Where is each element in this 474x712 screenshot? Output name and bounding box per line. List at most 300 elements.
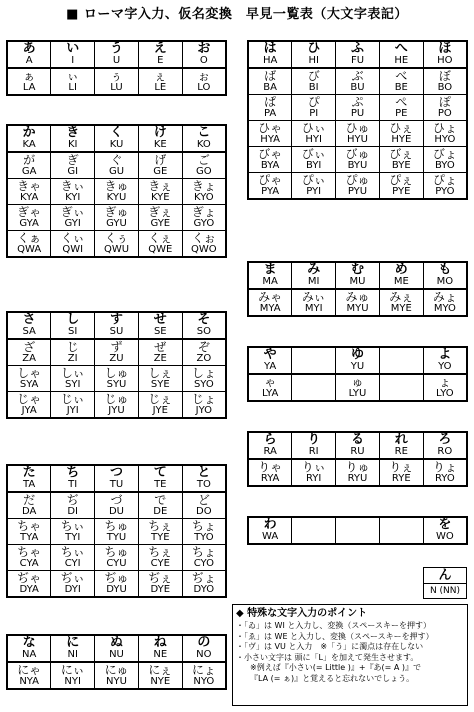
kana-cell: ぜ xyxy=(138,339,182,353)
kana-cell: ぁ xyxy=(7,68,51,82)
kana-cell: ぃ xyxy=(51,68,95,82)
kana-row xyxy=(248,147,467,161)
kana-row xyxy=(248,289,467,303)
kana-cell: お xyxy=(182,41,226,55)
kana-cell: ぢょ xyxy=(182,571,226,585)
romaji-row xyxy=(248,388,467,401)
kana-cell: び xyxy=(292,68,336,82)
romaji-cell: SYO xyxy=(182,379,226,392)
kana-cell: く xyxy=(95,125,139,139)
romaji-cell: BU xyxy=(336,82,380,95)
kana-cell: くぅ xyxy=(95,231,139,245)
kana-cell: じょ xyxy=(182,392,226,406)
romaji-row xyxy=(248,361,467,374)
kana-cell: ぐ xyxy=(95,152,139,166)
romaji-cell: SYI xyxy=(51,379,95,392)
kana-cell: ぺ xyxy=(379,95,423,109)
kana-cell: も xyxy=(423,262,467,276)
kana-cell: きょ xyxy=(182,179,226,193)
romaji-cell: HI xyxy=(292,55,336,68)
romaji-cell: MYA xyxy=(248,303,292,316)
kana-cell: しぇ xyxy=(138,366,182,380)
kana-cell: ちゅ xyxy=(95,545,139,559)
kana-cell: ら xyxy=(248,432,292,446)
kana-cell: ちぇ xyxy=(138,545,182,559)
romaji-cell: SU xyxy=(95,326,139,339)
kana-cell: りゅ xyxy=(336,459,380,473)
kana-cell: ひゅ xyxy=(336,121,380,135)
romaji-cell: WO xyxy=(423,531,467,544)
romaji-cell: NI xyxy=(51,649,95,662)
romaji-cell: PYO xyxy=(423,186,467,199)
romaji-cell: ZE xyxy=(138,353,182,366)
romaji-cell: RYU xyxy=(336,473,380,486)
kana-cell: ゅ xyxy=(336,374,380,388)
romaji-cell: TE xyxy=(138,479,182,492)
romaji-cell: MA xyxy=(248,276,292,289)
kana-cell: ず xyxy=(95,339,139,353)
romaji-cell: JYA xyxy=(7,405,51,418)
romaji-cell: LE xyxy=(138,82,182,95)
romaji-row xyxy=(7,326,226,339)
kana-cell: づ xyxy=(95,492,139,506)
kana-row xyxy=(7,519,226,533)
romaji-cell: TYO xyxy=(182,532,226,545)
kana-cell: し xyxy=(51,312,95,326)
kana-row xyxy=(248,517,467,531)
kana-cell: みぃ xyxy=(292,289,336,303)
kana-cell: じぇ xyxy=(138,392,182,406)
kana-cell xyxy=(379,374,423,388)
romaji-cell: BYE xyxy=(379,160,423,173)
kana-cell: ぼ xyxy=(423,68,467,82)
romaji-row xyxy=(248,186,467,199)
kana-row xyxy=(248,121,467,135)
romaji-cell: QWE xyxy=(138,244,182,257)
romaji-cell: SYA xyxy=(7,379,51,392)
kana-row xyxy=(248,347,467,361)
kana-cell: で xyxy=(138,492,182,506)
kana-cell: にょ xyxy=(182,662,226,676)
romaji-row xyxy=(248,134,467,147)
romaji-cell: DE xyxy=(138,506,182,519)
romaji-cell: MYI xyxy=(292,303,336,316)
romaji-cell: RI xyxy=(292,446,336,459)
romaji-cell: KYI xyxy=(51,192,95,205)
romaji-cell: CYO xyxy=(182,558,226,571)
romaji-cell: LYA xyxy=(248,388,292,401)
kana-cell: ま xyxy=(248,262,292,276)
kana-cell: ひゃ xyxy=(248,121,292,135)
romaji-cell: YU xyxy=(336,361,380,374)
romaji-cell: SE xyxy=(138,326,182,339)
kana-cell xyxy=(379,347,423,361)
kana-cell: ぱ xyxy=(248,95,292,109)
kana-cell: さ xyxy=(7,312,51,326)
romaji-row xyxy=(7,139,226,152)
kana-cell: ぴ xyxy=(292,95,336,109)
romaji-row xyxy=(7,244,226,257)
kana-cell: わ xyxy=(248,517,292,531)
romaji-cell: HYE xyxy=(379,134,423,147)
romaji-cell: RE xyxy=(379,446,423,459)
romaji-cell: MO xyxy=(423,276,467,289)
romaji-cell: KYO xyxy=(182,192,226,205)
romaji-cell: DO xyxy=(182,506,226,519)
romaji-cell: TU xyxy=(95,479,139,492)
romaji-cell: ZO xyxy=(182,353,226,366)
table-na-row xyxy=(6,634,227,690)
romaji-row xyxy=(7,584,226,597)
kana-cell: しょ xyxy=(182,366,226,380)
romaji-cell: RA xyxy=(248,446,292,459)
kana-cell: ちぃ xyxy=(51,545,95,559)
romaji-cell: O xyxy=(182,55,226,68)
kana-cell: びぇ xyxy=(379,147,423,161)
kana-cell: み xyxy=(292,262,336,276)
kana-cell: ぷ xyxy=(336,95,380,109)
kana-cell: る xyxy=(336,432,380,446)
romaji-cell: DYO xyxy=(182,584,226,597)
romaji-cell: SA xyxy=(7,326,51,339)
kana-cell: ぞ xyxy=(182,339,226,353)
romaji-cell: KYA xyxy=(7,192,51,205)
kana-cell: ね xyxy=(138,635,182,649)
kana-cell: ちゃ xyxy=(7,519,51,533)
note-line: ※例えば『小さい(= Little )』+『あ(= A )』で xyxy=(250,663,422,672)
kana-cell: くぉ xyxy=(182,231,226,245)
kana-cell: が xyxy=(7,152,51,166)
romaji-cell: YO xyxy=(423,361,467,374)
romaji-cell: I xyxy=(51,55,95,68)
romaji-cell: E xyxy=(138,55,182,68)
kana-cell: ど xyxy=(182,492,226,506)
kana-cell: ちょ xyxy=(182,519,226,533)
romaji-cell xyxy=(292,531,336,544)
kana-row xyxy=(7,231,226,245)
romaji-cell: BYU xyxy=(336,160,380,173)
romaji-row xyxy=(7,479,226,492)
kana-cell: こ xyxy=(182,125,226,139)
kana-cell: ぢぇ xyxy=(138,571,182,585)
romaji-cell: JYU xyxy=(95,405,139,418)
kana-cell: ちゃ xyxy=(7,545,51,559)
romaji-cell: MU xyxy=(336,276,380,289)
kana-cell: ぇ xyxy=(138,68,182,82)
romaji-cell: HYU xyxy=(336,134,380,147)
kana-cell: にぃ xyxy=(51,662,95,676)
romaji-cell: GYO xyxy=(182,218,226,231)
kana-cell: しゃ xyxy=(7,366,51,380)
romaji-cell: SYE xyxy=(138,379,182,392)
romaji-cell: CYI xyxy=(51,558,95,571)
kana-cell: きぇ xyxy=(138,179,182,193)
kana-cell xyxy=(292,347,336,361)
kana-cell: ざ xyxy=(7,339,51,353)
romaji-cell: GE xyxy=(138,166,182,179)
romaji-cell: CYU xyxy=(95,558,139,571)
kana-cell: りぇ xyxy=(379,459,423,473)
kana-cell: ぴゃ xyxy=(248,173,292,187)
romaji-cell: NO xyxy=(182,649,226,662)
kana-cell: ち xyxy=(51,465,95,479)
romaji-cell: LI xyxy=(51,82,95,95)
n-kana-box xyxy=(423,567,467,599)
kana-cell: ふ xyxy=(336,41,380,55)
romaji-cell: BYI xyxy=(292,160,336,173)
kana-cell: べ xyxy=(379,68,423,82)
kana-cell: きゃ xyxy=(7,179,51,193)
romaji-cell: NE xyxy=(138,649,182,662)
table-ya-row xyxy=(247,346,468,402)
kana-cell: ひぇ xyxy=(379,121,423,135)
note-line: ・「ヴ」は VU と入力 ※「う」に濁点は存在しない xyxy=(236,642,424,651)
romaji-row xyxy=(7,676,226,689)
romaji-cell: WA xyxy=(248,531,292,544)
kana-row xyxy=(7,635,226,649)
kana-cell: つ xyxy=(95,465,139,479)
kana-cell: きぃ xyxy=(51,179,95,193)
kana-cell: う xyxy=(95,41,139,55)
kana-cell: す xyxy=(95,312,139,326)
romaji-cell: YA xyxy=(248,361,292,374)
notes-title: ◆ 特殊な文字入力のポイント xyxy=(236,608,368,619)
kana-cell: き xyxy=(51,125,95,139)
kana-cell: みぇ xyxy=(379,289,423,303)
romaji-cell: RYE xyxy=(379,473,423,486)
romaji-cell: U xyxy=(95,55,139,68)
kana-cell: ぢゅ xyxy=(95,571,139,585)
kana-cell: ゆ xyxy=(336,347,380,361)
kana-cell: にぇ xyxy=(138,662,182,676)
kana-cell: りぃ xyxy=(292,459,336,473)
table-a-row xyxy=(6,40,227,96)
romaji-cell: TYE xyxy=(138,532,182,545)
romaji-row xyxy=(248,446,467,459)
romaji-cell: FU xyxy=(336,55,380,68)
romaji-cell: ZU xyxy=(95,353,139,366)
romaji-cell: LYU xyxy=(336,388,380,401)
romaji-cell: NU xyxy=(95,649,139,662)
romaji-row xyxy=(248,303,467,316)
kana-cell: げ xyxy=(138,152,182,166)
kana-cell: む xyxy=(336,262,380,276)
table-ta-row xyxy=(6,464,227,598)
romaji-cell: TYA xyxy=(7,532,51,545)
kana-cell: びぃ xyxy=(292,147,336,161)
romaji-cell: RO xyxy=(423,446,467,459)
kana-cell: にゃ xyxy=(7,662,51,676)
kana-row xyxy=(7,366,226,380)
romaji-cell: ME xyxy=(379,276,423,289)
kana-cell: ぎ xyxy=(51,152,95,166)
kana-row xyxy=(7,312,226,326)
kana-row xyxy=(248,459,467,473)
kana-cell: れ xyxy=(379,432,423,446)
romaji-cell: JYE xyxy=(138,405,182,418)
kana-row xyxy=(248,432,467,446)
table-sa-row xyxy=(6,311,227,419)
romaji-row xyxy=(248,55,467,68)
romaji-cell: MYU xyxy=(336,303,380,316)
romaji-cell: HYI xyxy=(292,134,336,147)
romaji-row xyxy=(7,192,226,205)
romaji-cell: PA xyxy=(248,108,292,121)
kana-cell: へ xyxy=(379,41,423,55)
romaji-cell: MI xyxy=(292,276,336,289)
romaji-cell: KI xyxy=(51,139,95,152)
kana-cell: ょ xyxy=(423,374,467,388)
romaji-cell: PYI xyxy=(292,186,336,199)
romaji-cell: MYE xyxy=(379,303,423,316)
kana-cell: ぢぃ xyxy=(51,571,95,585)
kana-row xyxy=(248,173,467,187)
romaji-cell: GYA xyxy=(7,218,51,231)
romaji-cell: TO xyxy=(182,479,226,492)
kana-cell: に xyxy=(51,635,95,649)
kana-row xyxy=(7,392,226,406)
kana-row xyxy=(248,95,467,109)
romaji-cell: KA xyxy=(7,139,51,152)
note-line: 『LA (= ぁ)』と覚えると忘れないでしょう。 xyxy=(250,673,415,683)
romaji-cell: PO xyxy=(423,108,467,121)
kana-cell: くぇ xyxy=(138,231,182,245)
romaji-cell: DYU xyxy=(95,584,139,597)
romaji-cell: BYA xyxy=(248,160,292,173)
romaji-cell: HE xyxy=(379,55,423,68)
kana-cell: しぃ xyxy=(51,366,95,380)
kana-cell: ひ xyxy=(292,41,336,55)
kana-cell: ちぇ xyxy=(138,519,182,533)
kana-cell: ぎゅ xyxy=(95,205,139,219)
kana-cell: くぁ xyxy=(7,231,51,245)
romaji-cell: GYE xyxy=(138,218,182,231)
kana-cell: め xyxy=(379,262,423,276)
romaji-cell: HYA xyxy=(248,134,292,147)
romaji-row xyxy=(7,558,226,571)
kana-cell: りゃ xyxy=(248,459,292,473)
kana-cell: は xyxy=(248,41,292,55)
kana-cell xyxy=(379,517,423,531)
romaji-cell: PE xyxy=(379,108,423,121)
romaji-cell: SI xyxy=(51,326,95,339)
kana-cell: の xyxy=(182,635,226,649)
table-ka-row xyxy=(6,124,227,258)
romaji-cell: GU xyxy=(95,166,139,179)
kana-cell: そ xyxy=(182,312,226,326)
romaji-cell: GO xyxy=(182,166,226,179)
romaji-cell: MYO xyxy=(423,303,467,316)
romaji-cell: KE xyxy=(138,139,182,152)
romaji-cell: PYE xyxy=(379,186,423,199)
romaji-row xyxy=(7,649,226,662)
kana-cell: みょ xyxy=(423,289,467,303)
kana-cell: え xyxy=(138,41,182,55)
kana-cell: り xyxy=(292,432,336,446)
n-romaji: N (NN) xyxy=(429,586,461,596)
romaji-cell: JYI xyxy=(51,405,95,418)
romaji-cell: A xyxy=(7,55,51,68)
romaji-cell: NYE xyxy=(138,676,182,689)
romaji-cell: LU xyxy=(95,82,139,95)
romaji-cell: PYU xyxy=(336,186,380,199)
romaji-cell: NA xyxy=(7,649,51,662)
table-wa-row xyxy=(247,516,468,545)
romaji-cell: JYO xyxy=(182,405,226,418)
romaji-row xyxy=(248,531,467,544)
table-ma-row xyxy=(247,261,468,317)
romaji-row xyxy=(7,405,226,418)
kana-cell: ぎょ xyxy=(182,205,226,219)
kana-row xyxy=(248,41,467,55)
romaji-row xyxy=(7,353,226,366)
kana-cell: ひょ xyxy=(423,121,467,135)
kana-cell: きゅ xyxy=(95,179,139,193)
kana-row xyxy=(248,374,467,388)
kana-cell: い xyxy=(51,41,95,55)
romaji-cell: TYU xyxy=(95,532,139,545)
romaji-cell: GYI xyxy=(51,218,95,231)
kana-row xyxy=(7,179,226,193)
romaji-cell: KO xyxy=(182,139,226,152)
kana-row xyxy=(7,545,226,559)
note-line: ・「ゑ」は WE と入力し、変換（スペースキーを押す） xyxy=(236,631,434,641)
kana-cell: ゃ xyxy=(248,374,292,388)
kana-cell: にゅ xyxy=(95,662,139,676)
kana-cell: ほ xyxy=(423,41,467,55)
kana-row xyxy=(7,152,226,166)
kana-cell: ぎぃ xyxy=(51,205,95,219)
romaji-row xyxy=(7,82,226,95)
romaji-cell: QWU xyxy=(95,244,139,257)
romaji-cell xyxy=(379,361,423,374)
note-line: ・「ゐ」は WI と入力し、変換（スペースキーを押す） xyxy=(236,621,431,630)
romaji-cell: SYU xyxy=(95,379,139,392)
kana-row xyxy=(7,68,226,82)
romaji-cell: DYI xyxy=(51,584,95,597)
romaji-cell: SO xyxy=(182,326,226,339)
romaji-cell: PYA xyxy=(248,186,292,199)
kana-cell: じゃ xyxy=(7,392,51,406)
kana-cell: くぃ xyxy=(51,231,95,245)
romaji-cell: BE xyxy=(379,82,423,95)
kana-cell: や xyxy=(248,347,292,361)
romaji-cell: DU xyxy=(95,506,139,519)
kana-cell: ぴゅ xyxy=(336,173,380,187)
romaji-cell: GI xyxy=(51,166,95,179)
page-title: ■ ローマ字入力、仮名変換 早見一覧表（大文字表記） xyxy=(66,7,408,22)
romaji-cell: ZI xyxy=(51,353,95,366)
kana-cell: ぴぇ xyxy=(379,173,423,187)
kana-cell: か xyxy=(7,125,51,139)
romaji-row xyxy=(248,82,467,95)
kana-row xyxy=(7,339,226,353)
romaji-cell: BYO xyxy=(423,160,467,173)
romaji-cell: RYO xyxy=(423,473,467,486)
kana-row xyxy=(7,662,226,676)
kana-cell: よ xyxy=(423,347,467,361)
romaji-cell: HO xyxy=(423,55,467,68)
romaji-cell: QWA xyxy=(7,244,51,257)
romaji-cell: DA xyxy=(7,506,51,519)
romaji-cell: RU xyxy=(336,446,380,459)
romaji-cell: DYE xyxy=(138,584,182,597)
n-kana: ん xyxy=(424,568,466,584)
romaji-cell: DYA xyxy=(7,584,51,597)
kana-cell: を xyxy=(423,517,467,531)
kana-cell: だ xyxy=(7,492,51,506)
kana-cell: ひぃ xyxy=(292,121,336,135)
